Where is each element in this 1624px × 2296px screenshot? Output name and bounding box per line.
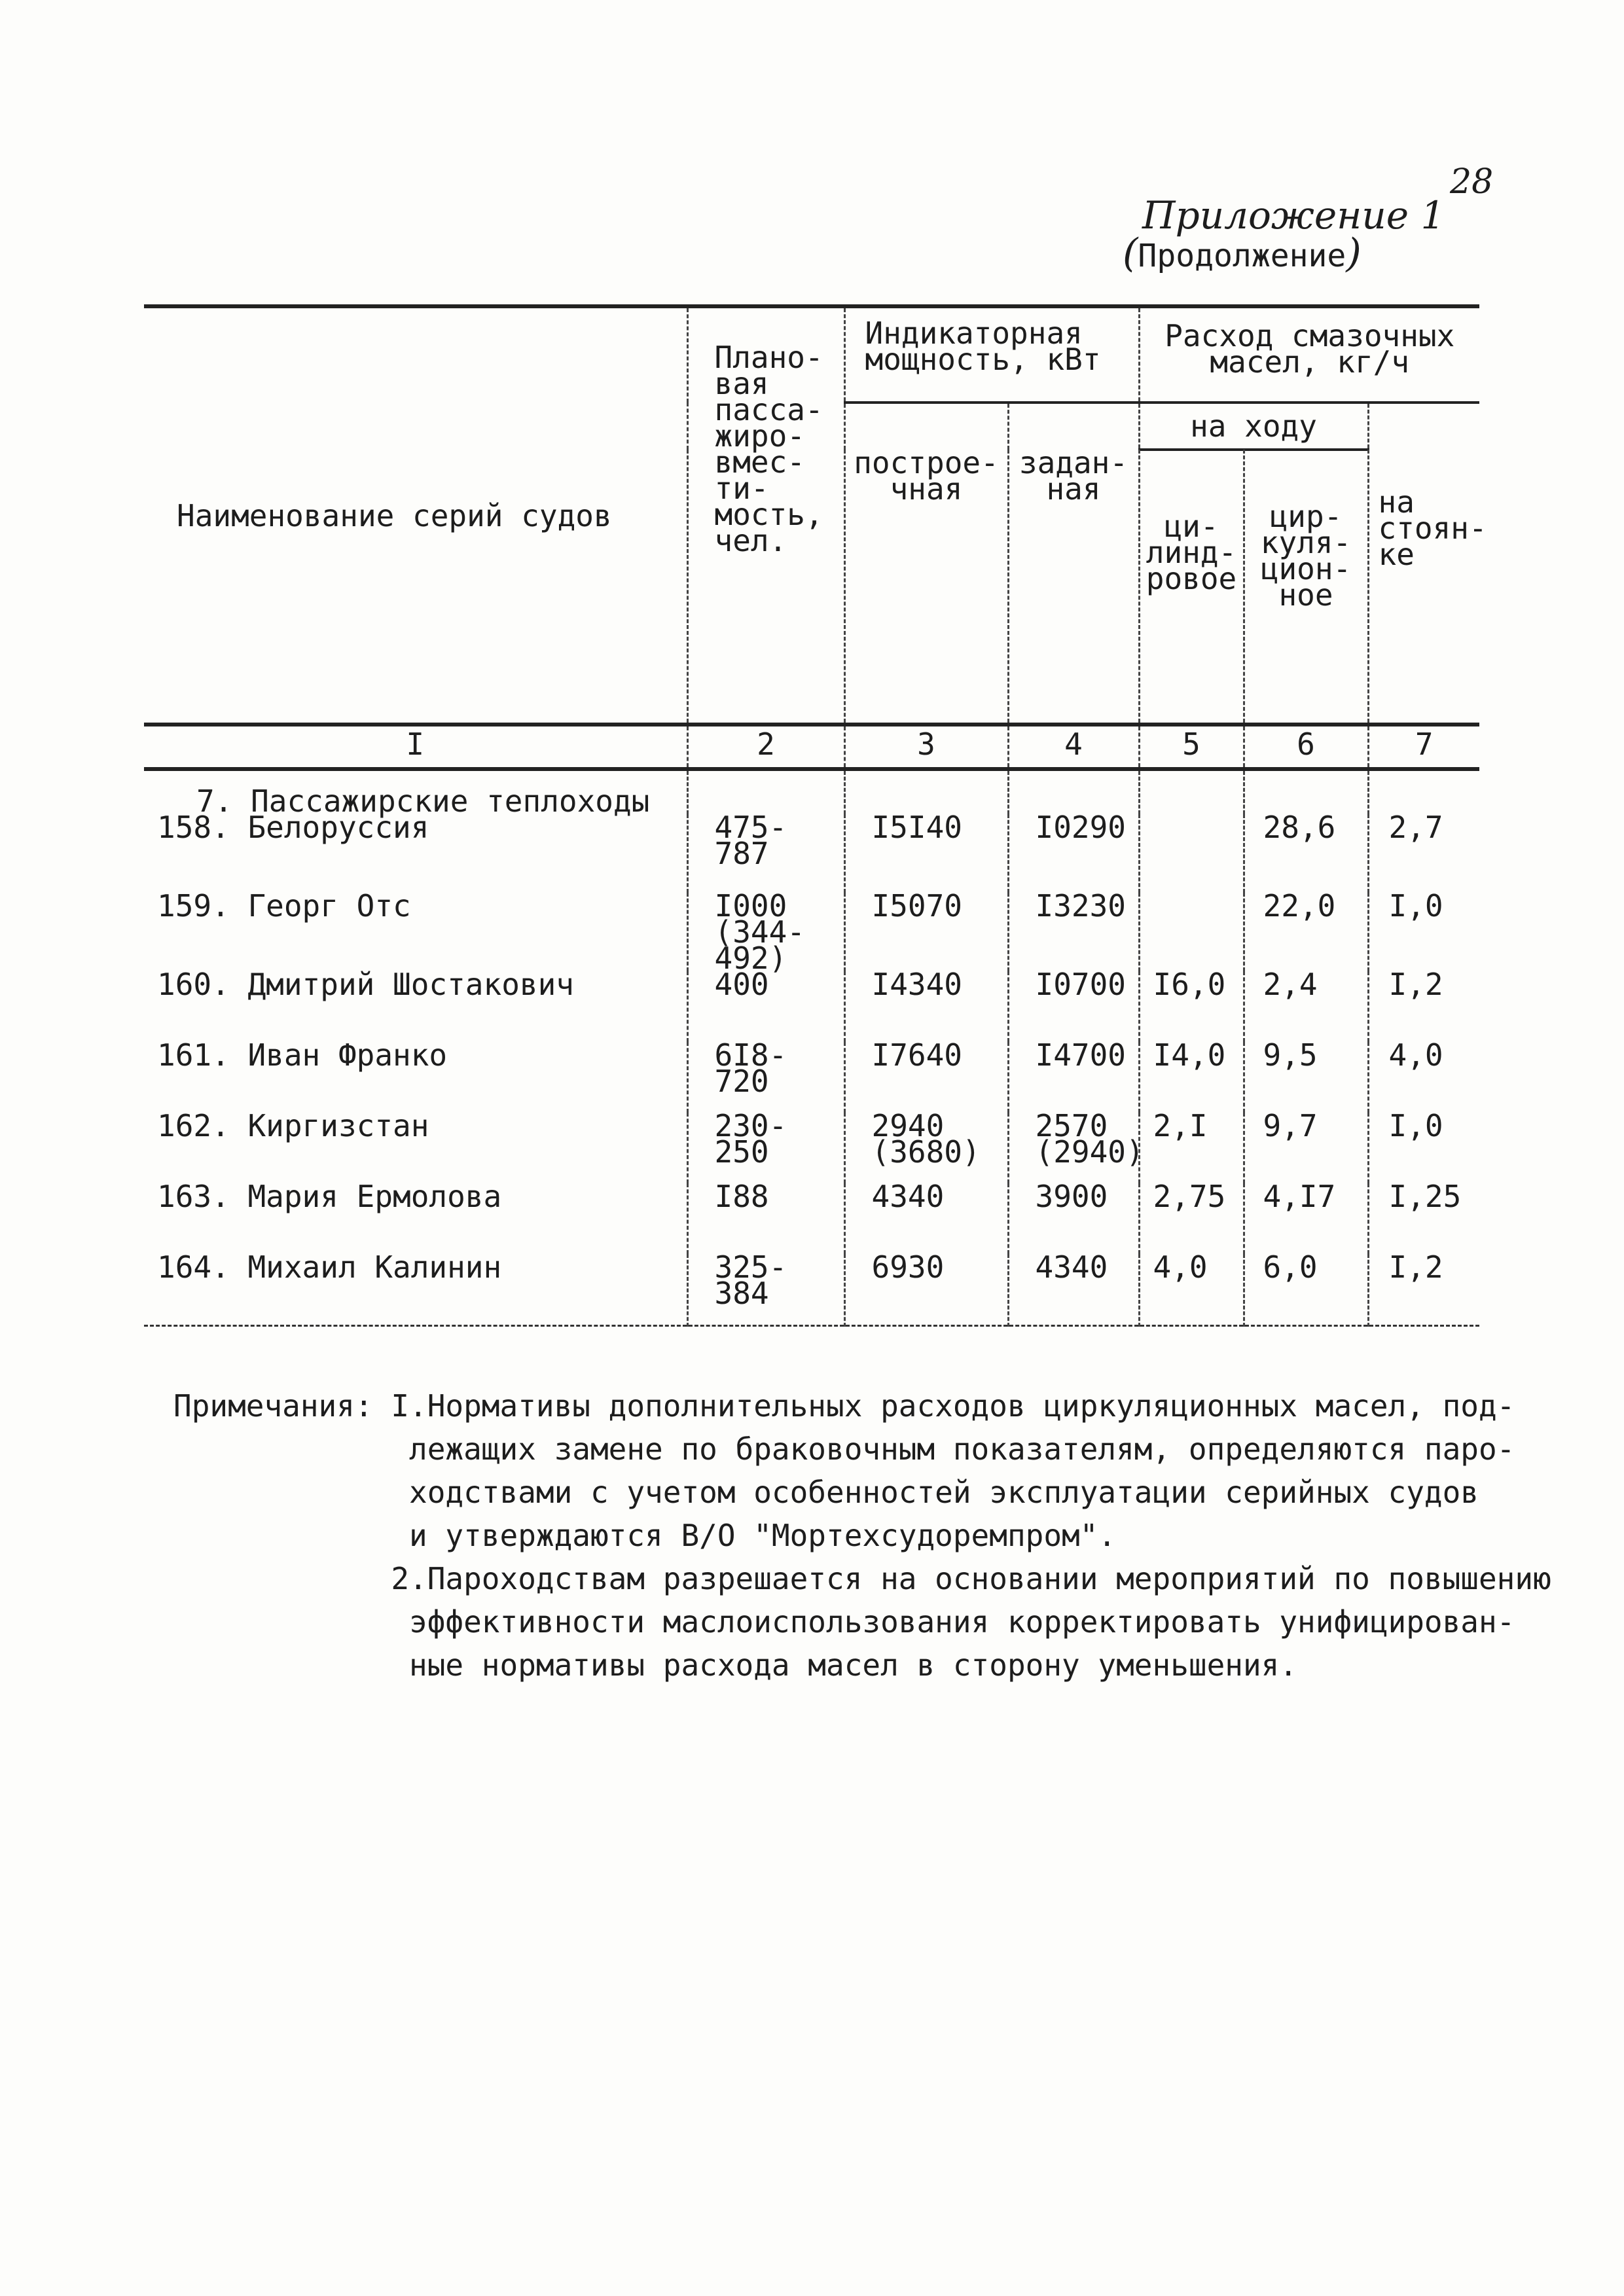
- oil-parking-cell: I,25: [1368, 1183, 1479, 1254]
- header-power: [844, 306, 1139, 403]
- header-line: масел, кг/ч: [1210, 344, 1410, 380]
- header-capacity: [687, 306, 844, 725]
- cell-line: I3230: [1035, 888, 1126, 924]
- oil-circulation-cell: 28,6: [1244, 814, 1368, 893]
- power-built-cell: [844, 888, 1008, 971]
- note-line: Примечания: I.Нормативы дополнительных расходов циркуляционных масел, под-: [173, 1388, 1515, 1424]
- column-number: 5: [1139, 725, 1244, 769]
- cell-line: 325-: [714, 1249, 787, 1285]
- cell-line: 3900: [1035, 1179, 1108, 1214]
- oil-cylinder-cell: I6,0: [1139, 971, 1244, 1042]
- header-line: Плано-: [714, 340, 823, 375]
- oil-circulation-cell: 2,4: [1244, 971, 1368, 1042]
- header-power-set: [1008, 403, 1139, 725]
- header-line: линд-: [1146, 535, 1237, 570]
- header-line: стоян-: [1378, 511, 1487, 546]
- cell-line: 2570: [1035, 1108, 1108, 1143]
- ship-name: 158. Белоруссия: [157, 810, 429, 845]
- cell-line: 4340: [1035, 1249, 1108, 1285]
- header-name: Наименование серий судов: [144, 306, 687, 725]
- cell-line: 230-: [714, 1108, 787, 1143]
- note-line: и утверждаются В/О "Мортехсудоремпром".: [173, 1518, 1117, 1553]
- cell-line: I000: [714, 888, 787, 924]
- header-line: ная: [1046, 471, 1101, 507]
- cell-line: 384: [714, 1276, 769, 1311]
- cell-line: I4700: [1035, 1037, 1126, 1073]
- oil-cylinder-cell: I4,0: [1139, 1042, 1244, 1113]
- capacity-cell: [687, 1037, 844, 1113]
- continuation-label: (Продолжение): [1123, 230, 1362, 276]
- note-line: ходствами с учетом особенностей эксплуатации серийных судов: [173, 1475, 1479, 1510]
- table-row: [144, 1254, 1479, 1326]
- cell-line: 4340: [871, 1179, 945, 1214]
- table-row: [144, 1113, 1479, 1183]
- ship-name: 162. Киргизстан: [157, 1108, 429, 1143]
- table-row: [144, 971, 1479, 1042]
- power-built-cell: [844, 810, 1008, 893]
- header-line: пасса-: [714, 392, 823, 427]
- note-line: 2.Пароходствам разрешается на основании мероприятий по повышению: [173, 1561, 1551, 1596]
- cell-line: I0290: [1035, 810, 1126, 845]
- ship-name: 161. Иван Франко: [157, 1037, 448, 1073]
- capacity-cell: [687, 1179, 844, 1254]
- header-oil: [1139, 306, 1479, 403]
- column-number: 4: [1008, 725, 1139, 769]
- header-line: ти-: [714, 471, 769, 506]
- capacity-cell: [687, 1108, 844, 1183]
- cell-line: (3680): [871, 1134, 981, 1170]
- note-line: ные нормативы расхода масел в сторону уменьшения.: [173, 1647, 1298, 1683]
- oil-parking-cell: 4,0: [1368, 1042, 1479, 1113]
- header-line: мощность, кВт: [865, 342, 1101, 377]
- cell-line: 250: [714, 1134, 769, 1170]
- header-line: вая: [714, 366, 769, 401]
- cell-line: 787: [714, 836, 769, 871]
- power-set-cell: [1008, 1108, 1144, 1183]
- oil-cylinder-cell: 4,0: [1139, 1254, 1244, 1326]
- header-oil-parking: [1368, 403, 1487, 725]
- header-oil-cylinder: [1139, 450, 1244, 725]
- capacity-cell: [687, 967, 844, 1042]
- header-line: мость,: [714, 497, 823, 532]
- oil-circulation-cell: 9,7: [1244, 1113, 1368, 1183]
- note-line: лежащих замене по браковочным показателям, определяются паро-: [173, 1431, 1515, 1467]
- cell-line: 492): [714, 941, 787, 976]
- cell-line: 6I8-: [714, 1037, 787, 1073]
- oil-parking-cell: I,2: [1368, 1254, 1479, 1326]
- cell-line: 6930: [871, 1249, 945, 1285]
- table-row: [144, 814, 1479, 893]
- cell-line: (344-: [714, 914, 805, 950]
- ship-name: 159. Георг Отс: [157, 888, 411, 924]
- table-row: [144, 893, 1479, 971]
- cell-line: 2940: [871, 1108, 945, 1143]
- header-line: жиро-: [714, 418, 805, 454]
- power-built-cell: [844, 1249, 1008, 1326]
- header-line: куля-: [1260, 525, 1352, 560]
- column-number: I: [144, 725, 687, 769]
- power-set-cell: [1008, 888, 1139, 971]
- header-line: вмес-: [714, 444, 805, 480]
- column-number: 6: [1244, 725, 1368, 769]
- capacity-cell: [687, 810, 844, 893]
- cell-line: I7640: [871, 1037, 962, 1073]
- cell-line: I0700: [1035, 967, 1126, 1002]
- header-power-built: [844, 403, 1008, 725]
- oil-cylinder-cell: 2,I: [1139, 1113, 1244, 1183]
- oil-cylinder-cell: 2,75: [1139, 1183, 1244, 1254]
- section-title: 7. Пассажирские теплоходы: [196, 783, 650, 819]
- header-line: ное: [1278, 577, 1333, 613]
- ship-name: 164. Михаил Калинин: [157, 1249, 502, 1285]
- header-line: на: [1378, 484, 1415, 520]
- column-number: 2: [687, 725, 844, 769]
- oil-parking-cell: I,2: [1368, 971, 1479, 1042]
- oil-circulation-cell: 6,0: [1244, 1254, 1368, 1326]
- header-line: Расход смазочных: [1164, 318, 1455, 353]
- power-built-cell: [844, 1179, 1008, 1254]
- header-line: чная: [890, 471, 963, 507]
- power-set-cell: [1008, 1179, 1139, 1254]
- header-line: чел.: [714, 523, 787, 558]
- header-line: задан-: [1019, 445, 1128, 480]
- cell-line: I5070: [871, 888, 962, 924]
- capacity-cell: [687, 888, 844, 976]
- page-number: 28: [1450, 162, 1494, 202]
- column-numbers-row: [144, 725, 1479, 769]
- header-line: Индикаторная: [865, 315, 1083, 351]
- header-oil-underway: на ходу: [1139, 403, 1368, 450]
- cell-line: I4340: [871, 967, 962, 1002]
- oil-cylinder-cell: [1139, 814, 1244, 893]
- column-number: 7: [1368, 725, 1479, 769]
- cell-line: 475-: [714, 810, 787, 845]
- power-set-cell: [1008, 967, 1139, 1042]
- cell-line: 720: [714, 1064, 769, 1099]
- notes: [173, 1384, 1551, 1687]
- column-number: 3: [844, 725, 1008, 769]
- power-built-cell: [844, 1037, 1008, 1113]
- power-set-cell: [1008, 810, 1139, 893]
- cell-line: (2940): [1035, 1134, 1144, 1170]
- appendix-label: Приложение 1: [1142, 193, 1445, 238]
- table-row: [144, 1042, 1479, 1113]
- header-line: ровое: [1146, 561, 1237, 596]
- cell-line: I88: [714, 1179, 769, 1214]
- oil-norms-table: [144, 304, 1487, 1328]
- cell-line: 400: [714, 967, 769, 1002]
- oil-parking-cell: I,0: [1368, 1113, 1479, 1183]
- header-line: ке: [1378, 537, 1415, 572]
- oil-circulation-cell: 4,I7: [1244, 1183, 1368, 1254]
- ship-name: 160. Дмитрий Шостакович: [157, 967, 574, 1002]
- oil-circulation-cell: 22,0: [1244, 893, 1368, 971]
- header-line: построе-: [854, 445, 999, 480]
- note-line: эффективности маслоиспользования корректировать унифицирован-: [173, 1604, 1515, 1640]
- oil-parking-cell: 2,7: [1368, 814, 1479, 893]
- oil-circulation-cell: 9,5: [1244, 1042, 1368, 1113]
- power-set-cell: [1008, 1249, 1139, 1326]
- oil-cylinder-cell: [1139, 893, 1244, 971]
- header-oil-circulation: [1244, 450, 1368, 725]
- header-line: цир-: [1269, 499, 1343, 534]
- header-line: ци-: [1164, 509, 1219, 544]
- cell-line: I5I40: [871, 810, 962, 845]
- table-row: [144, 1183, 1479, 1254]
- power-built-cell: [844, 1108, 1008, 1183]
- capacity-cell: [687, 1249, 844, 1326]
- header-line: цион-: [1260, 551, 1352, 586]
- ship-name: 163. Мария Ермолова: [157, 1179, 502, 1214]
- oil-parking-cell: I,0: [1368, 893, 1479, 971]
- power-set-cell: [1008, 1037, 1139, 1113]
- power-built-cell: [844, 967, 1008, 1042]
